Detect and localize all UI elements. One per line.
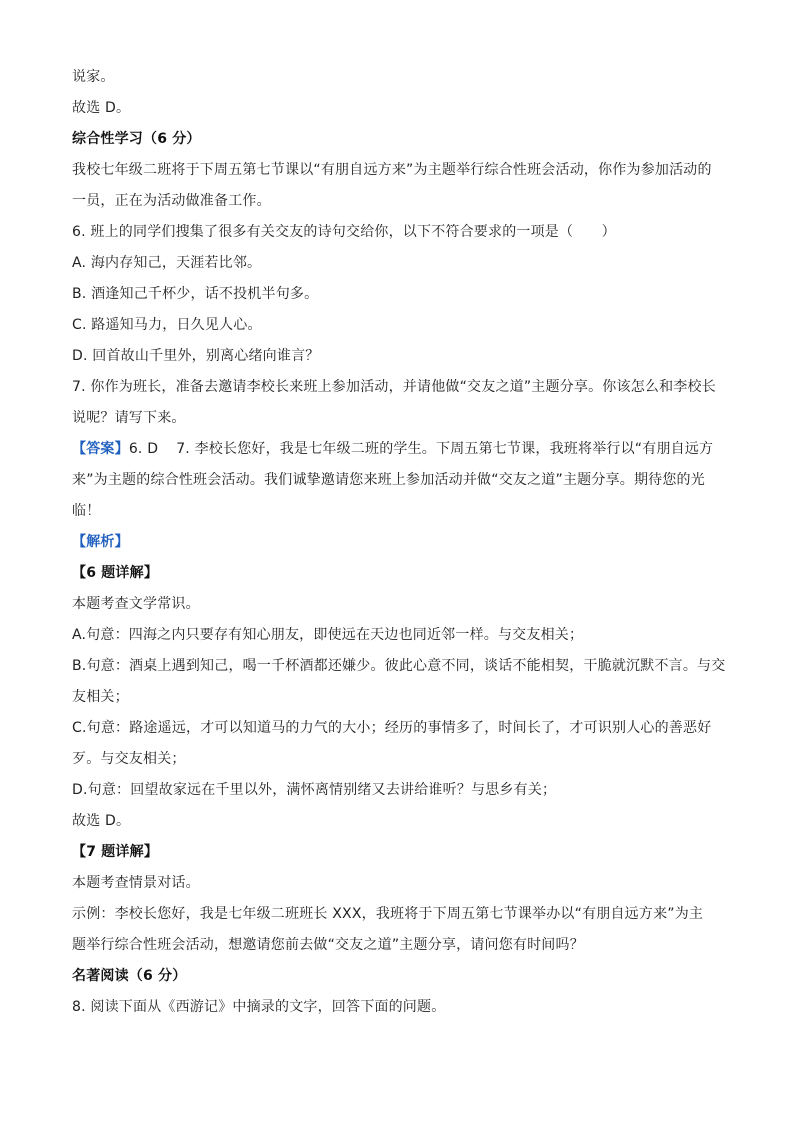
- answer-line: [72, 434, 732, 465]
- intro-line: 我校七年级二班将于下周五第七节课以“有朋自远方来”为主题举行综合性班会活动，你作为参加活动的: [72, 162, 712, 178]
- answer-7-end: 临！: [72, 503, 101, 519]
- detail-6-c-continued: 歹。与交友相关；: [72, 751, 186, 767]
- question-6: 6. 班上的同学们搜集了很多有关交友的诗句交给你，以下不符合要求的一项是（ ）: [72, 224, 616, 240]
- detail-6-intro: 本题考查文学常识。: [72, 596, 200, 612]
- detail-6-b-continued: 友相关；: [72, 689, 129, 705]
- answer-7: 7. 李校长您好，我是七年级二班的学生。下周五第七节课，我班将举行以“有朋自远方: [176, 441, 714, 457]
- section-heading-comprehensive: 综合性学习（6 分）: [72, 131, 201, 147]
- question-6-option-d: D. 回首故山千里外，别离心绪向谁言？: [72, 348, 320, 364]
- answer-label: 【答案】: [72, 441, 129, 457]
- question-7-continued: 说呢？请写下来。: [72, 410, 186, 426]
- answer-7-continued: 来”为主题的综合性班会活动。我们诚挚邀请您来班上参加活动并做“交友之道”主题分享。期待您的光: [72, 472, 705, 488]
- answer-6: 6. D: [128, 441, 159, 457]
- intro-line: 一员，正在为活动做准备工作。: [72, 193, 271, 209]
- detail-6-d: D.句意：回望故家远在千里以外，满怀离情别绪又去讲给谁听？与思乡有关；: [72, 782, 557, 798]
- document-page: [72, 62, 732, 1023]
- detail-7-label: 【7 题详解】: [72, 844, 159, 860]
- detail-7-example: 示例：李校长您好，我是七年级二班班长 XXX，我班将于下周五第七节课举办以“有朋自远方来”为主: [72, 906, 704, 922]
- detail-6-a: A.句意：四海之内只要存有知心朋友，即使远在天边也同近邻一样。与交友相关；: [72, 627, 584, 643]
- section-heading-reading: 名著阅读（6 分）: [72, 968, 187, 984]
- question-7: 7. 你作为班长，准备去邀请李校长来班上参加活动，并请他做“交友之道”主题分享。你该怎么和李校长: [72, 379, 716, 395]
- text-line: 故选 D。: [72, 100, 131, 116]
- question-8: 8. 阅读下面从《西游记》中摘录的文字，回答下面的问题。: [72, 999, 446, 1015]
- question-6-option-c: C. 路遥知马力，日久见人心。: [72, 317, 262, 333]
- detail-6-label: 【6 题详解】: [72, 565, 159, 581]
- detail-6-c: C.句意：路途遥远，才可以知道马的力气的大小；经历的事情多了，时间长了，才可识别人心的善恶好: [72, 720, 712, 736]
- question-6-option-a: A. 海内存知己，天涯若比邻。: [72, 255, 262, 271]
- question-6-option-b: B. 酒逢知己千杯少，话不投机半句多。: [72, 286, 319, 302]
- detail-7-intro: 本题考查情景对话。: [72, 875, 200, 891]
- detail-6-conclusion: 故选 D。: [72, 813, 131, 829]
- detail-7-example-continued: 题举行综合性班会活动，想邀请您前去做“交友之道”主题分享，请问您有时间吗？: [72, 937, 584, 953]
- detail-6-b: B.句意：酒桌上遇到知己，喝一千杯酒都还嫌少。彼此心意不同，谈话不能相契，干脆就沉默不言。与交: [72, 658, 726, 674]
- text-line: 说家。: [72, 69, 115, 85]
- analysis-label: 【解析】: [72, 534, 129, 550]
